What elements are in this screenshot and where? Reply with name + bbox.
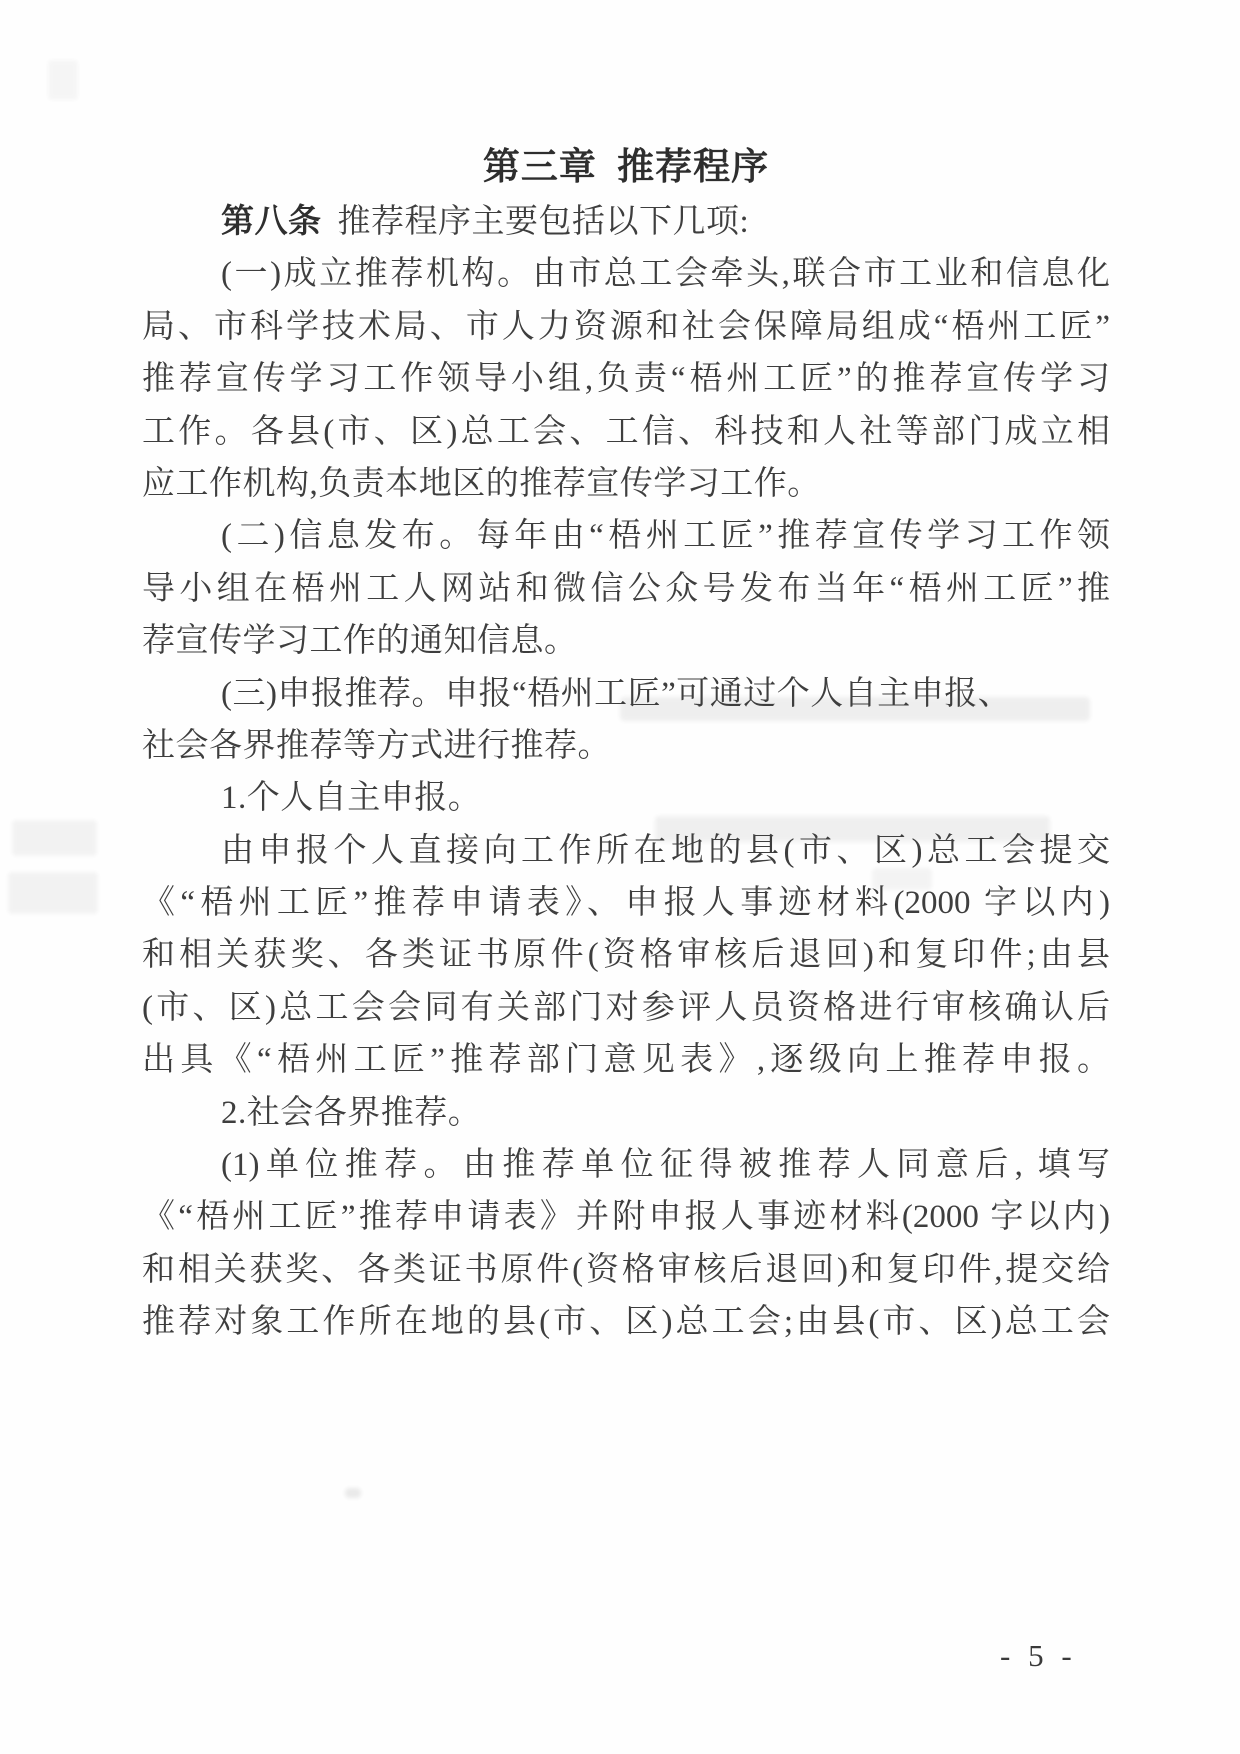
text-line: (二)信息发布。每年由“梧州工匠”推荐宣传学习工作领 [221,518,1110,555]
text-line: (1)单位推荐。由推荐单位征得被推荐人同意后, 填写 [221,1147,1110,1184]
text-line: 推荐宣传学习工作领导小组,负责“梧州工匠”的推荐宣传学习 [142,361,1110,398]
text-line: 1.个人自主申报。 [221,780,482,817]
text-line: 出具《“梧州工匠”推荐部门意见表》,逐级向上推荐申报。 [142,1042,1110,1079]
text-line: 《“梧州工匠”推荐申请表》、申报人事迹材料(2000 字以内) [142,885,1110,922]
text-line: 和相关获奖、各类证书原件(资格审核后退回)和复印件,提交给 [142,1251,1110,1288]
scan-artifact [48,60,78,100]
text-line: 荐宣传学习工作的通知信息。 [142,623,578,660]
scan-artifact [345,1488,361,1498]
text-line: 社会各界推荐等方式进行推荐。 [142,727,611,764]
document-body [142,146,1110,1349]
article-number: 第八条 [221,204,322,240]
text-line: 导小组在梧州工人网站和微信公众号发布当年“梧州工匠”推 [142,570,1110,607]
text-line: (市、区)总工会会同有关部门对参评人员资格进行审核确认后 [142,989,1110,1026]
text-line: 应工作机构,负责本地区的推荐宣传学习工作。 [142,465,821,502]
article-heading-text: 推荐程序主要包括以下几项: [337,204,750,240]
text-line: 由申报个人直接向工作所在地的县(市、区)总工会提交 [221,832,1110,869]
text-line: 和相关获奖、各类证书原件(资格审核后退回)和复印件;由县 [142,937,1110,974]
text-line: 《“梧州工匠”推荐申请表》并附申报人事迹材料(2000 字以内) [142,1199,1110,1236]
text-line: (三)申报推荐。申报“梧州工匠”可通过个人自主申报、 [221,675,1012,712]
scan-artifact [8,872,98,914]
page-number: - 5 - [1000,1638,1077,1673]
chapter-title: 第三章 推荐程序 [482,147,770,188]
text-line: 推荐对象工作所在地的县(市、区)总工会;由县(市、区)总工会 [142,1304,1110,1341]
article-heading-line [142,196,1110,248]
scan-artifact [12,820,97,856]
text-line: 2.社会各界推荐。 [221,1094,482,1131]
text-line: 局、市科学技术局、市人力资源和社会保障局组成“梧州工匠” [142,308,1110,345]
text-line: (一)成立推荐机构。由市总工会牵头,联合市工业和信息化 [221,256,1110,293]
text-line: 工作。各县(市、区)总工会、工信、科技和人社等部门成立相 [142,413,1110,450]
